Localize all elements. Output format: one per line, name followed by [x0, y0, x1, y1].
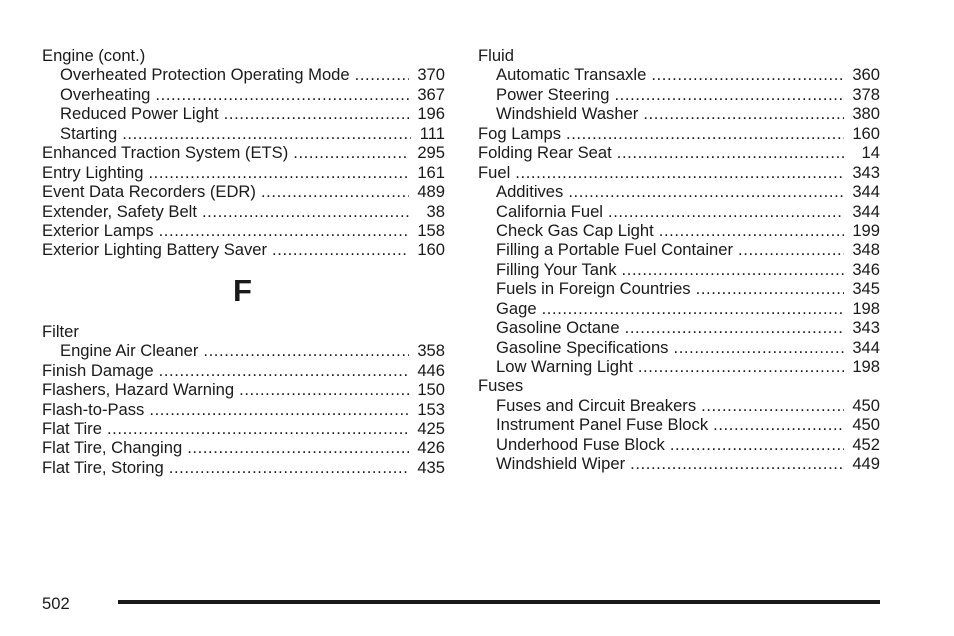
dot-leader: [630, 454, 844, 473]
entry-page-number: 160: [852, 123, 880, 143]
entry-label: Engine (cont.): [42, 46, 146, 65]
dot-leader: [566, 124, 844, 143]
dot-leader: [643, 104, 844, 123]
dot-leader: [622, 260, 845, 279]
entry-page-number: 161: [417, 162, 445, 182]
entry-label: Low Warning Light: [496, 357, 633, 376]
index-entry: [42, 419, 445, 438]
entry-label: Flashers, Hazard Warning: [42, 380, 235, 400]
dot-leader: [701, 396, 844, 415]
entry-page-number: 452: [852, 434, 880, 454]
index-entry: [478, 124, 880, 143]
entry-label: Folding Rear Seat: [478, 143, 612, 163]
entry-page-number: 14: [861, 143, 880, 163]
index-subentry: [42, 124, 445, 143]
dot-leader: [515, 163, 844, 182]
dot-leader: [293, 143, 409, 162]
entry-page-number: 343: [852, 162, 880, 182]
entry-label: Fuses: [478, 376, 524, 396]
entry-label: Reduced Power Light: [60, 104, 219, 124]
index-entry: [42, 361, 445, 380]
dot-leader: [122, 124, 411, 143]
index-entry: [42, 221, 445, 240]
index-subentry: [42, 341, 445, 360]
entry-label: Fluid: [478, 46, 514, 65]
entry-label: Flat Tire, Storing: [42, 457, 164, 477]
index-subentry: [478, 396, 880, 415]
index-subentry: [42, 65, 445, 84]
dot-leader: [224, 104, 410, 123]
entry-label: Entry Lighting: [42, 162, 144, 182]
dot-leader: [148, 163, 409, 182]
dot-leader: [202, 202, 411, 221]
index-entry: [42, 240, 445, 259]
entry-page-number: 360: [852, 65, 880, 85]
index-entry: [478, 376, 880, 395]
entry-label: California Fuel: [496, 201, 603, 221]
index-subentry: [478, 260, 880, 279]
entry-page-number: 196: [417, 104, 445, 124]
index-entry: [42, 380, 445, 399]
dot-leader: [614, 85, 844, 104]
index-subentry: [478, 240, 880, 259]
entry-label: Windshield Wiper: [496, 454, 626, 474]
entry-label: Power Steering: [496, 84, 610, 104]
index-subentry: [478, 299, 880, 318]
entry-label: Starting: [60, 123, 118, 143]
index-subentry: [478, 221, 880, 240]
entry-page-number: 450: [852, 415, 880, 435]
entry-label: Filter: [42, 321, 79, 341]
dot-leader: [261, 182, 409, 201]
entry-label: Flash-to-Pass: [42, 399, 145, 419]
entry-page-number: 344: [852, 337, 880, 357]
entry-page-number: 345: [852, 279, 880, 299]
dot-leader: [673, 338, 844, 357]
entry-label: Fog Lamps: [478, 123, 562, 143]
entry-page-number: 435: [417, 457, 445, 477]
entry-page-number: 111: [419, 123, 445, 143]
index-entry: [42, 163, 445, 182]
index-subentry: [42, 104, 445, 123]
index-subentry: [478, 454, 880, 473]
entry-page-number: 426: [417, 438, 445, 458]
entry-page-number: 198: [852, 357, 880, 376]
entry-page-number: 199: [852, 220, 880, 240]
entry-page-number: 198: [852, 298, 880, 318]
dot-leader: [638, 357, 844, 376]
dot-leader: [149, 400, 409, 419]
index-subentry: [478, 85, 880, 104]
entry-page-number: 348: [852, 240, 880, 260]
entry-label: Extender, Safety Belt: [42, 201, 197, 221]
entry-page-number: 160: [417, 240, 445, 260]
index-subentry: [478, 338, 880, 357]
index-subentry: [42, 85, 445, 104]
index-entry: [478, 46, 880, 65]
dot-leader: [568, 182, 844, 201]
entry-label: Fuses and Circuit Breakers: [496, 395, 697, 415]
entry-label: Additives: [496, 182, 564, 202]
entry-page-number: 425: [417, 419, 445, 438]
index-subentry: [478, 318, 880, 337]
dot-leader: [355, 65, 410, 84]
dot-leader: [159, 361, 410, 380]
entry-page-number: 449: [852, 454, 880, 474]
entry-page-number: 380: [852, 104, 880, 124]
entry-label: Gasoline Octane: [496, 318, 620, 338]
dot-leader: [659, 221, 845, 240]
index-list-e: [42, 46, 445, 260]
index-entry: [42, 458, 445, 477]
entry-label: Gasoline Specifications: [496, 337, 669, 357]
entry-page-number: 450: [852, 395, 880, 415]
index-subentry: [478, 357, 880, 376]
entry-page-number: 38: [426, 201, 445, 221]
dot-leader: [155, 85, 409, 104]
entry-page-number: 153: [417, 399, 445, 419]
entry-label: Exterior Lamps: [42, 220, 154, 240]
entry-label: Gage: [496, 298, 537, 318]
index-subentry: [478, 415, 880, 434]
index-entry: [478, 163, 880, 182]
entry-label: Overheated Protection Operating Mode: [60, 65, 350, 85]
index-subentry: [478, 202, 880, 221]
index-column-right: [478, 46, 880, 474]
entry-page-number: 489: [417, 182, 445, 202]
index-list-f-continued: [478, 46, 880, 474]
dot-leader: [625, 318, 845, 337]
dot-leader: [617, 143, 846, 162]
entry-label: Flat Tire: [42, 419, 102, 438]
index-entry: [42, 438, 445, 457]
entry-label: Engine Air Cleaner: [60, 341, 199, 361]
entry-page-number: 446: [417, 360, 445, 380]
entry-page-number: 295: [417, 143, 445, 163]
entry-page-number: 358: [417, 341, 445, 361]
entry-page-number: 344: [852, 182, 880, 202]
footer-rule: [118, 600, 880, 604]
entry-page-number: 343: [852, 318, 880, 338]
entry-label: Check Gas Cap Light: [496, 220, 654, 240]
dot-leader: [542, 299, 845, 318]
dot-leader: [738, 240, 844, 259]
entry-label: Underhood Fuse Block: [496, 434, 665, 454]
entry-page-number: 150: [417, 380, 445, 400]
index-column-left: [42, 46, 445, 477]
entry-label: Event Data Recorders (EDR): [42, 182, 256, 202]
entry-label: Enhanced Traction System (ETS): [42, 143, 289, 163]
entry-label: Instrument Panel Fuse Block: [496, 415, 709, 435]
entry-label: Exterior Lighting Battery Saver: [42, 240, 268, 260]
index-subentry: [478, 279, 880, 298]
entry-page-number: 378: [852, 84, 880, 104]
dot-leader: [608, 202, 844, 221]
index-entry: [42, 202, 445, 221]
index-subentry: [478, 65, 880, 84]
entry-page-number: 158: [417, 220, 445, 240]
index-entry: [478, 143, 880, 162]
entry-label: Fuel: [478, 162, 511, 182]
dot-leader: [713, 415, 844, 434]
dot-leader: [187, 438, 409, 457]
entry-label: Fuels in Foreign Countries: [496, 279, 691, 299]
section-letter-heading: F: [233, 272, 252, 308]
entry-label: Filling a Portable Fuel Container: [496, 240, 734, 260]
index-entry: [42, 143, 445, 162]
entry-label: Overheating: [60, 84, 151, 104]
dot-leader: [670, 435, 845, 454]
dot-leader: [107, 419, 409, 438]
entry-label: Filling Your Tank: [496, 259, 617, 279]
dot-leader: [696, 279, 845, 298]
dot-leader: [169, 458, 410, 477]
entry-page-number: 346: [852, 259, 880, 279]
entry-label: Automatic Transaxle: [496, 65, 647, 85]
entry-label: Windshield Washer: [496, 104, 639, 124]
dot-leader: [239, 380, 409, 399]
entry-page-number: 344: [852, 201, 880, 221]
entry-label: Flat Tire, Changing: [42, 438, 183, 458]
index-entry: [42, 46, 445, 65]
index-entry: [42, 182, 445, 201]
index-subentry: [478, 182, 880, 201]
dot-leader: [651, 65, 844, 84]
dot-leader: [203, 341, 409, 360]
dot-leader: [272, 240, 409, 259]
entry-page-number: 370: [417, 65, 445, 85]
index-subentry: [478, 435, 880, 454]
index-list-f: [42, 322, 445, 478]
entry-label: Finish Damage: [42, 360, 154, 380]
index-subentry: [478, 104, 880, 123]
page-number: 502: [42, 594, 70, 613]
dot-leader: [159, 221, 410, 240]
index-entry: [42, 400, 445, 419]
entry-page-number: 367: [417, 84, 445, 104]
index-entry: [42, 322, 445, 341]
